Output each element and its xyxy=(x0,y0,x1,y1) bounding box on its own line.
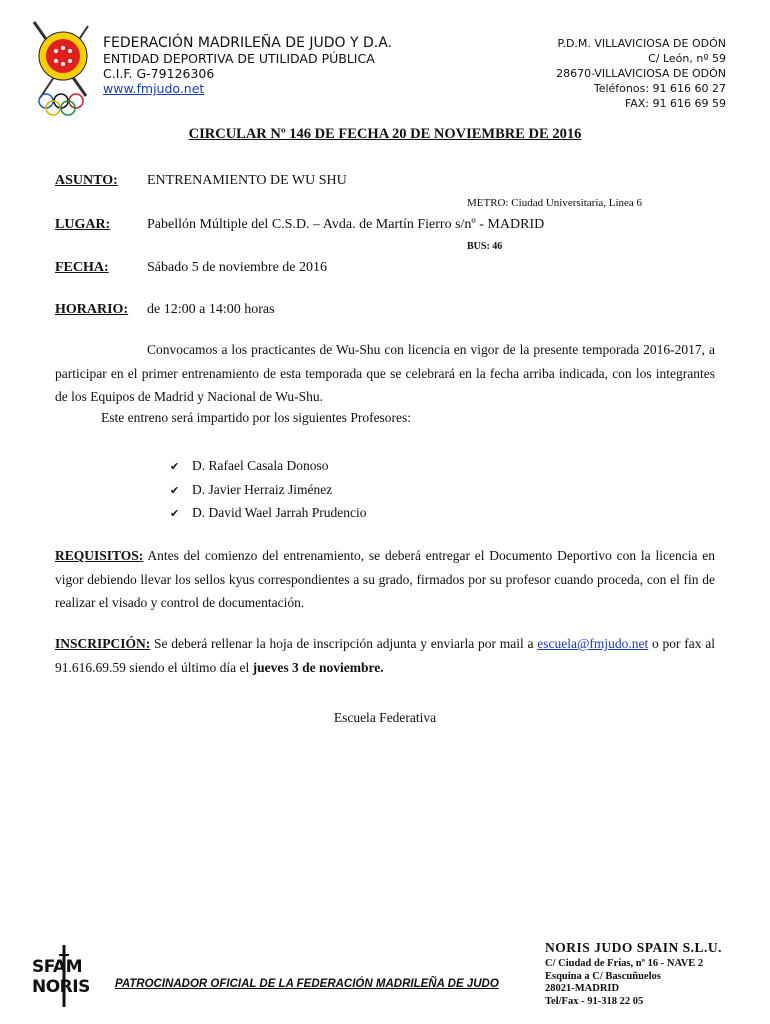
profesores-intro: Este entreno será impartido por los siguientes Profesores: xyxy=(101,410,412,425)
horario-label: HORARIO: xyxy=(55,302,129,317)
website-link[interactable]: www.fmjudo.net xyxy=(103,81,205,96)
org-cif: C.I.F. G-79126306 xyxy=(103,66,215,81)
metro-info: METRO: Ciudad Universitaria, Línea 6 xyxy=(467,197,643,209)
body-paragraph: Convocamos a los practicantes de Wu-Shu con licencia en vigor de la presente temporada 2016-2017, a participar en el primer entrenamiento de esta temporada que se celebrará en la fecha arriba indicada, con los integrantes de los Equipos de Madrid y Nacional de Wu-Shu. xyxy=(55,342,715,404)
company-address xyxy=(545,958,703,1008)
sword-icon xyxy=(58,945,70,1009)
company-name: NORIS JUDO SPAIN S.L.U. xyxy=(545,940,723,955)
profesores-list xyxy=(170,455,367,526)
address-line: P.D.M. VILLAVICIOSA DE ODÓN xyxy=(557,37,726,50)
fecha-label: FECHA: xyxy=(55,260,109,275)
address-line: Teléfonos: 91 616 60 27 xyxy=(593,82,726,95)
address-line: 28670-VILLAVICIOSA DE ODÓN xyxy=(556,67,726,80)
asunto-label: ASUNTO: xyxy=(55,173,118,188)
horario-value: de 12:00 a 14:00 horas xyxy=(147,302,275,317)
header-org-block xyxy=(103,36,392,96)
company-address-line: Esquina a C/ Bascuñuelos xyxy=(545,970,661,982)
signature: Escuela Federativa xyxy=(333,710,437,725)
profesor-name: D. David Wael Jarrah Prudencio xyxy=(192,505,367,520)
logo-text-top: SFAM xyxy=(32,957,82,977)
logo-text-bottom: NORIS xyxy=(32,977,90,997)
lugar-label: LUGAR: xyxy=(55,217,111,232)
check-icon: ✔ xyxy=(170,508,180,520)
lugar-value: Pabellón Múltiple del C.S.D. – Avda. de Martín Fierro s/nº - MADRID xyxy=(147,217,545,232)
org-type: ENTIDAD DEPORTIVA DE UTILIDAD PÚBLICA xyxy=(103,51,375,66)
deadline-text: jueves 3 de noviembre. xyxy=(252,659,384,675)
org-name: FEDERACIÓN MADRILEÑA DE JUDO Y D.A. xyxy=(103,35,393,51)
company-address-line: Tel/Fax - 91-318 22 05 xyxy=(545,995,644,1007)
federation-logo xyxy=(26,18,98,116)
email-link[interactable]: escuela@fmjudo.net xyxy=(537,636,649,651)
inscripcion-label: INSCRIPCIÓN: xyxy=(55,636,151,651)
check-icon: ✔ xyxy=(170,461,180,473)
requisitos-paragraph xyxy=(55,544,715,615)
inscripcion-text-a: Se deberá rellenar la hoja de inscripción adjunta y enviarla por mail a xyxy=(150,636,538,651)
list-item xyxy=(170,455,367,479)
company-address-line: C/ Ciudad de Frías, nº 16 - NAVE 2 xyxy=(545,958,704,969)
company-address-line: 28021-MADRID xyxy=(545,983,620,994)
asunto-value: ENTRENAMIENTO DE WU SHU xyxy=(147,173,347,188)
address-line: FAX: 91 616 69 59 xyxy=(624,97,726,110)
sponsor-text: PATROCINADOR OFICIAL DE LA FEDERACIÓN MADRILEÑA DE JUDO xyxy=(115,978,499,990)
inscripcion-text-b: o por fax al 91.616.69.59 siendo el último día el xyxy=(55,636,716,675)
header-address-block xyxy=(556,36,726,111)
address-line: C/ León, nº 59 xyxy=(648,52,726,65)
circular-title: CIRCULAR Nº 146 DE FECHA 20 DE NOVIEMBRE DE 2016 xyxy=(188,126,582,142)
profesor-name: D. Javier Herraiz Jiménez xyxy=(192,481,333,497)
list-item xyxy=(170,502,367,526)
noris-logo xyxy=(32,957,102,997)
requisitos-label: REQUISITOS: xyxy=(55,548,144,563)
list-item xyxy=(170,479,367,503)
requisitos-text: Antes del comienzo del entrenamiento, se deberá entregar el Documento Deportivo con la licencia en vigor debiendo llevar los sellos kyus correspondientes a su grado, firmados por su profesor cuando proceda, con el fin de realizar el visado y control de documentación. xyxy=(55,548,715,610)
profesor-name: D. Rafael Casala Donoso xyxy=(192,458,329,473)
inscripcion-paragraph xyxy=(55,632,715,679)
check-icon: ✔ xyxy=(170,484,180,497)
bus-info: BUS: 46 xyxy=(467,241,503,252)
fecha-value: Sábado 5 de noviembre de 2016 xyxy=(147,260,328,275)
